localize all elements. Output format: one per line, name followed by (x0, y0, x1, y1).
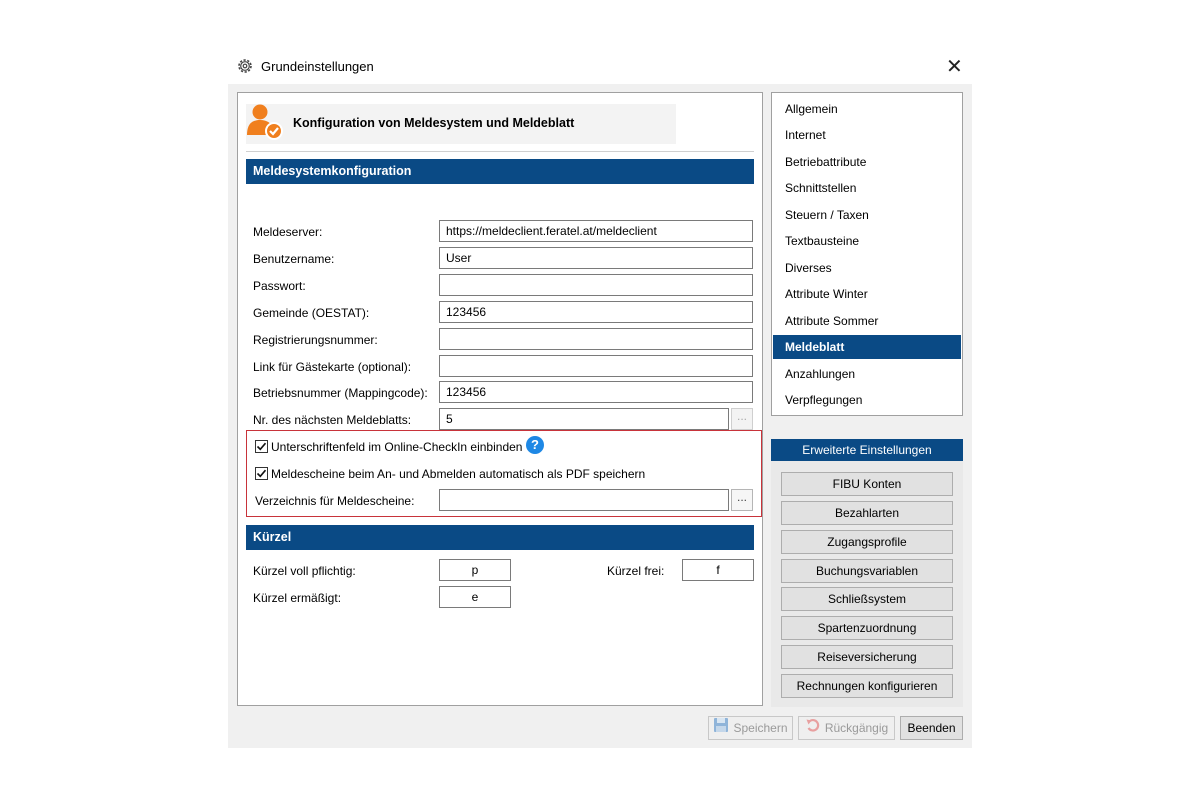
nav-item-attribute-winter[interactable]: Attribute Winter (785, 287, 868, 301)
nav-item-betriebattribute[interactable]: Betriebattribute (785, 155, 867, 169)
pdf-label: Meldescheine beim An- und Abmelden automatisch als PDF speichern (271, 467, 646, 481)
kuerzel-ermaessigt-label: Kürzel ermäßigt: (253, 591, 342, 605)
verzeichnis-label: Verzeichnis für Meldescheine: (255, 494, 415, 508)
spartenzuordnung-button[interactable]: Spartenzuordnung (781, 616, 953, 640)
nav-item-verpflegungen[interactable]: Verpflegungen (785, 393, 863, 407)
gemeinde-label: Gemeinde (OESTAT): (253, 306, 370, 320)
rechnungen-konfigurieren-button[interactable]: Rechnungen konfigurieren (781, 674, 953, 698)
kuerzel-voll-input[interactable]: p (439, 559, 511, 581)
settings-nav (771, 92, 963, 416)
nav-item-steuern-taxen[interactable]: Steuern / Taxen (785, 208, 869, 222)
help-icon[interactable]: ? (526, 436, 544, 454)
unterschrift-checkbox[interactable] (255, 440, 268, 453)
undo-label: Rückgängig (824, 721, 889, 735)
buchungsvariablen-button[interactable]: Buchungsvariablen (781, 559, 953, 583)
nav-item-attribute-sommer[interactable]: Attribute Sommer (785, 314, 879, 328)
meldeserver-input[interactable]: https://meldeclient.feratel.at/meldeclient (439, 220, 753, 242)
reiseversicherung-button[interactable]: Reiseversicherung (781, 645, 953, 669)
section-meldesystem: Meldesystemkonfiguration (246, 159, 754, 184)
registrierung-input[interactable] (439, 328, 753, 350)
passwort-input[interactable] (439, 274, 753, 296)
betriebsnummer-input[interactable]: 123456 (439, 381, 753, 403)
passwort-label: Passwort: (253, 279, 306, 293)
exit-button[interactable]: Beenden (900, 716, 963, 740)
nav-item-textbausteine[interactable]: Textbausteine (785, 234, 860, 248)
meldeblatt-nr-browse-button[interactable]: ... (731, 408, 753, 430)
nav-item-schnittstellen[interactable]: Schnittstellen (785, 181, 857, 195)
unterschrift-label: Unterschriftenfeld im Online-CheckIn einbinden (271, 440, 523, 454)
bezahlarten-button[interactable]: Bezahlarten (781, 501, 953, 525)
gemeinde-input[interactable]: 123456 (439, 301, 753, 323)
section-kuerzel: Kürzel (246, 525, 754, 550)
save-button[interactable] (708, 716, 793, 740)
meldeblatt-nr-label: Nr. des nächsten Meldeblatts: (253, 413, 412, 427)
nav-item-meldeblatt[interactable]: Meldeblatt (773, 335, 961, 359)
kuerzel-frei-input[interactable]: f (682, 559, 754, 581)
window-gear-icon (236, 57, 254, 75)
undo-icon (805, 717, 821, 740)
nav-item-anzahlungen[interactable]: Anzahlungen (785, 367, 856, 381)
registrierung-label: Registrierungsnummer: (253, 333, 378, 347)
kuerzel-ermaessigt-input[interactable]: e (439, 586, 511, 608)
advanced-settings-box (771, 461, 963, 707)
betriebsnummer-label: Betriebsnummer (Mappingcode): (253, 386, 428, 400)
nav-item-allgemein[interactable]: Allgemein (785, 102, 838, 116)
header-separator (246, 151, 754, 152)
link-input[interactable] (439, 355, 753, 377)
header-title: Konfiguration von Meldesystem und Meldeblatt (293, 116, 575, 130)
window-title: Grundeinstellungen (261, 59, 374, 74)
verzeichnis-browse-button[interactable]: ... (731, 489, 753, 511)
kuerzel-frei-label: Kürzel frei: (607, 564, 665, 578)
schliesssystem-button[interactable]: Schließsystem (781, 587, 953, 611)
pdf-checkbox[interactable] (255, 467, 268, 480)
benutzername-label: Benutzername: (253, 252, 335, 266)
meldeblatt-nr-input[interactable]: 5 (439, 408, 729, 430)
kuerzel-voll-label: Kürzel voll pflichtig: (253, 564, 356, 578)
close-icon[interactable]: ✕ (946, 56, 963, 78)
fibu-konten-button[interactable]: FIBU Konten (781, 472, 953, 496)
nav-item-internet[interactable]: Internet (785, 128, 826, 142)
undo-button[interactable] (798, 716, 895, 740)
zugangsprofile-button[interactable]: Zugangsprofile (781, 530, 953, 554)
advanced-settings-title: Erweiterte Einstellungen (771, 439, 963, 461)
nav-item-diverses[interactable]: Diverses (785, 261, 832, 275)
verzeichnis-input[interactable] (439, 489, 729, 511)
save-icon (713, 717, 729, 740)
benutzername-input[interactable]: User (439, 247, 753, 269)
link-label: Link für Gästekarte (optional): (253, 360, 412, 374)
meldeserver-label: Meldeserver: (253, 225, 323, 239)
user-check-icon (246, 102, 284, 140)
save-label: Speichern (733, 721, 788, 735)
